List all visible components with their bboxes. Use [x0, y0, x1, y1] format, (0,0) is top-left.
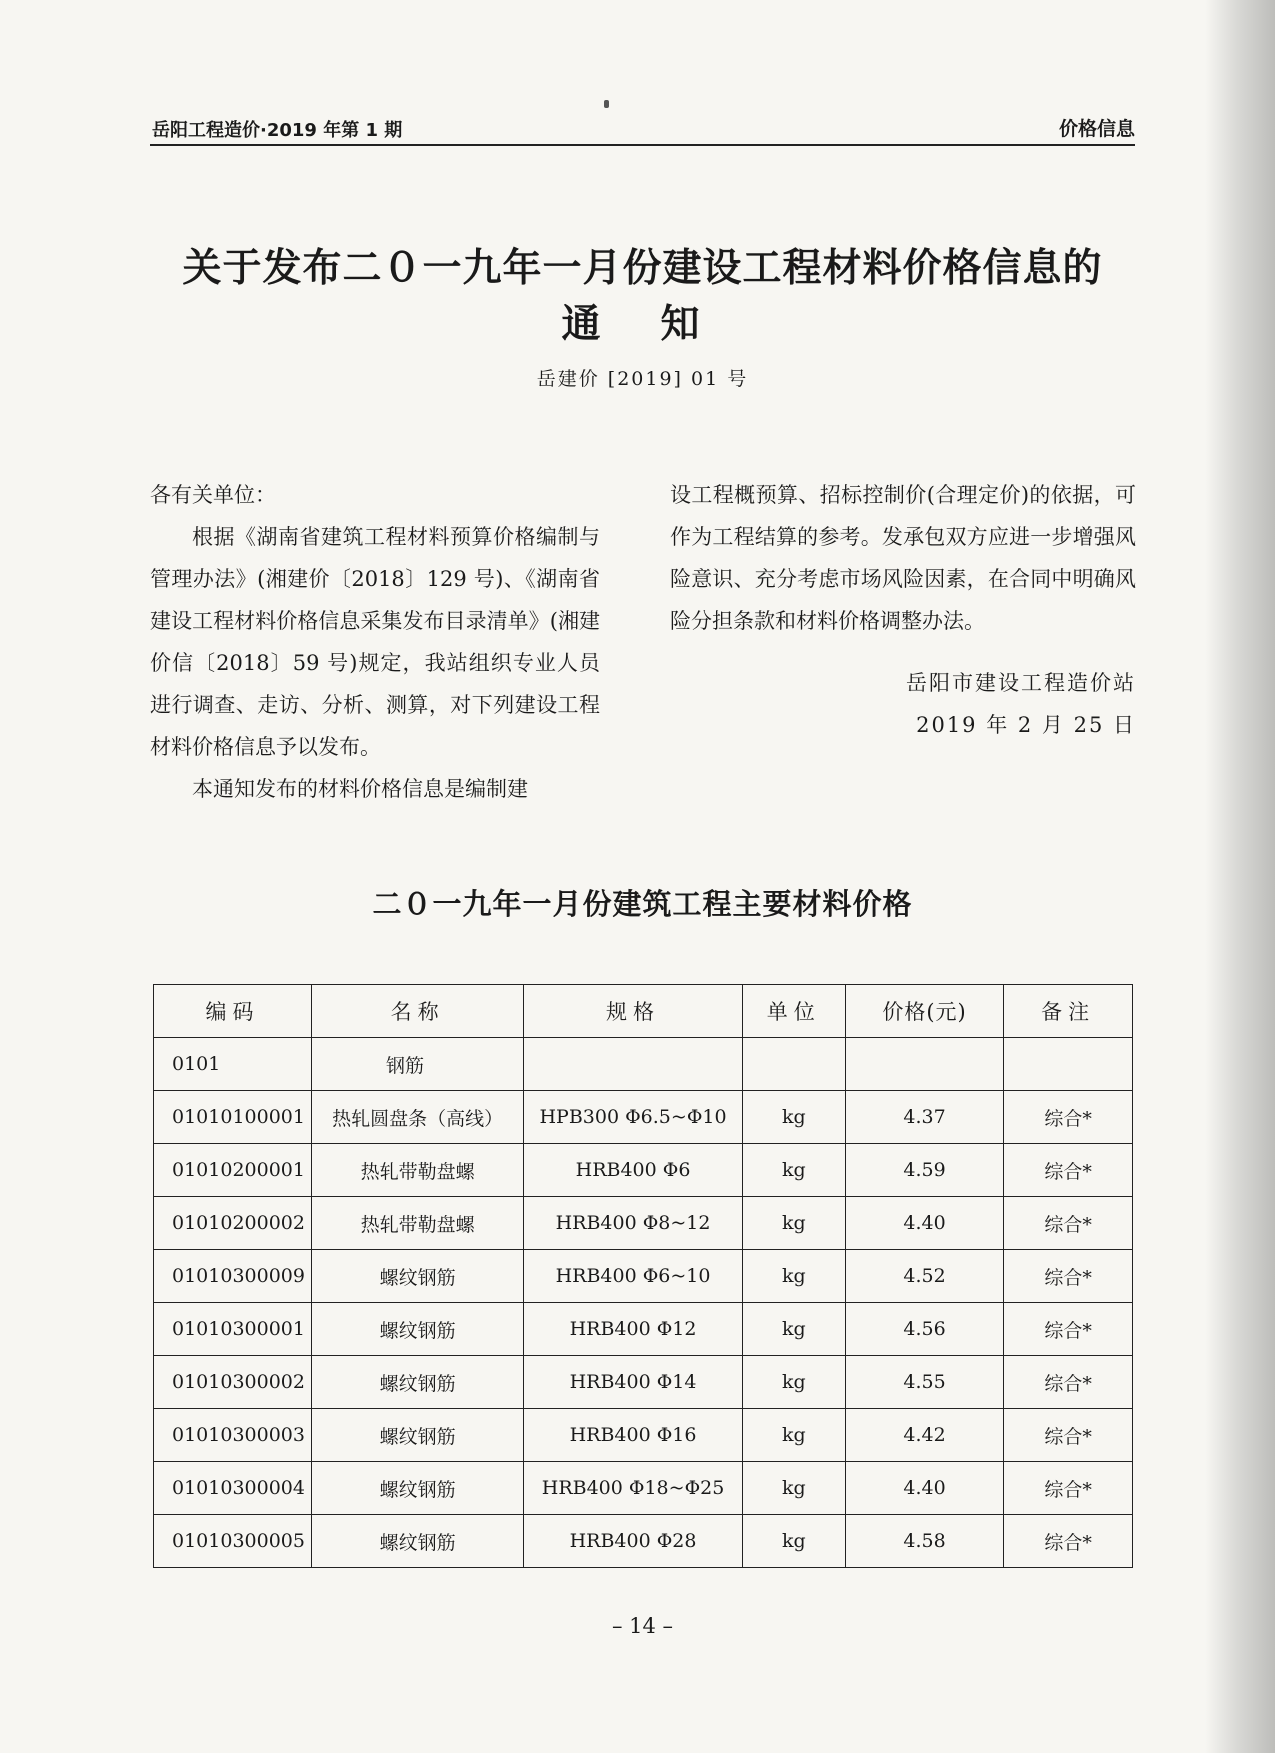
cell-unit: kg [742, 1250, 845, 1303]
cell-name: 热轧带勒盘螺 [311, 1197, 523, 1250]
cell-name: 热轧带勒盘螺 [311, 1144, 523, 1197]
cell-price: 4.52 [845, 1250, 1003, 1303]
cell-note: 综合* [1004, 1462, 1133, 1515]
table-row [154, 1462, 1133, 1515]
notice-title [150, 240, 1135, 352]
price-table [153, 984, 1133, 1568]
header-note: 备注 [1004, 985, 1133, 1038]
cell-unit: kg [742, 1091, 845, 1144]
cell-unit: kg [742, 1515, 845, 1568]
table-row [154, 1091, 1133, 1144]
cell-code: 01010300003 [154, 1409, 312, 1462]
cell-spec: HRB400 Φ6 [524, 1144, 742, 1197]
table-row [154, 1250, 1133, 1303]
cell-spec: HRB400 Φ16 [524, 1409, 742, 1462]
cell-spec: HRB400 Φ18~Φ25 [524, 1462, 742, 1515]
title-line-1: 关于发布二０一九年一月份建设工程材料价格信息的 [182, 245, 1103, 291]
cell-code: 01010200002 [154, 1197, 312, 1250]
cell-note: 综合* [1004, 1250, 1133, 1303]
cell-price: 4.40 [845, 1197, 1003, 1250]
cell-note: 综合* [1004, 1144, 1133, 1197]
cell-note: 综合* [1004, 1197, 1133, 1250]
section-name: 价格信息 [1058, 118, 1135, 140]
paragraph-2-start: 本通知发布的材料价格信息是编制建 [192, 777, 528, 801]
salutation: 各有关单位： [150, 483, 276, 507]
cell-note: 综合* [1004, 1356, 1133, 1409]
table-row [154, 1197, 1133, 1250]
table-header-row [154, 985, 1133, 1038]
scan-speck [604, 100, 609, 108]
category-row [154, 1038, 1133, 1091]
paragraph-2-end: 设工程概预算、招标控制价(合理定价)的依据，可作为工程结算的参考。发承包双方应进一步增强风险意识、充分考虑市场风险因素，在合同中明确风险分担条款和材料价格调整办法。 [670, 483, 1136, 633]
cell-price: 4.55 [845, 1356, 1003, 1409]
cell-price: 4.40 [845, 1462, 1003, 1515]
running-header [150, 112, 1135, 146]
page-edge-shadow [1205, 0, 1275, 1753]
cell-unit: kg [742, 1356, 845, 1409]
header-name: 名称 [311, 985, 523, 1038]
cell-spec: HPB300 Φ6.5~Φ10 [524, 1091, 742, 1144]
cell-code: 01010100001 [154, 1091, 312, 1144]
table-title: 二０一九年一月份建筑工程主要材料价格 [372, 887, 913, 921]
issue-date: 2019 年 2 月 25 日 [916, 713, 1136, 737]
cell-name: 螺纹钢筋 [311, 1515, 523, 1568]
cell-spec: HRB400 Φ6~10 [524, 1250, 742, 1303]
cell-unit: kg [742, 1303, 845, 1356]
cell-name: 螺纹钢筋 [311, 1356, 523, 1409]
cell-price: 4.37 [845, 1091, 1003, 1144]
journal-name: 岳阳工程造价·2019 年第 1 期 [152, 120, 403, 141]
cell-code: 01010300001 [154, 1303, 312, 1356]
table-row [154, 1303, 1133, 1356]
cell-note: 综合* [1004, 1091, 1133, 1144]
body-column-left [150, 474, 600, 810]
signer: 岳阳市建设工程造价站 [906, 671, 1136, 695]
cell-price: 4.56 [845, 1303, 1003, 1356]
body-column-right [670, 474, 1136, 746]
cell-price: 4.58 [845, 1515, 1003, 1568]
cell-note: 综合* [1004, 1303, 1133, 1356]
category-name: 钢筋 [311, 1038, 523, 1091]
cell-name: 热轧圆盘条（高线） [311, 1091, 523, 1144]
cell-spec: HRB400 Φ12 [524, 1303, 742, 1356]
cell-spec: HRB400 Φ28 [524, 1515, 742, 1568]
header-price: 价格(元) [845, 985, 1003, 1038]
cell-code: 01010300004 [154, 1462, 312, 1515]
cell-code: 01010300009 [154, 1250, 312, 1303]
cell-unit: kg [742, 1144, 845, 1197]
cell-unit: kg [742, 1409, 845, 1462]
cell-spec: HRB400 Φ14 [524, 1356, 742, 1409]
title-line-2: 通知 [561, 301, 760, 347]
cell-spec: HRB400 Φ8~12 [524, 1197, 742, 1250]
cell-note: 综合* [1004, 1515, 1133, 1568]
cell-price: 4.42 [845, 1409, 1003, 1462]
cell-code: 01010300005 [154, 1515, 312, 1568]
table-row [154, 1515, 1133, 1568]
paragraph-1: 根据《湖南省建筑工程材料预算价格编制与管理办法》(湘建价〔2018〕129 号)、《湖南省建设工程材料价格信息采集发布目录清单》(湘建价信〔2018〕59 号)规定，我站组织专业人员进行调查、走访、分析、测算，对下列建设工程材料价格信息予以发布。 [150, 525, 600, 759]
cell-name: 螺纹钢筋 [311, 1303, 523, 1356]
table-row [154, 1356, 1133, 1409]
cell-note: 综合* [1004, 1409, 1133, 1462]
table-row [154, 1409, 1133, 1462]
cell-name: 螺纹钢筋 [311, 1462, 523, 1515]
cell-code: 01010200001 [154, 1144, 312, 1197]
header-unit: 单位 [742, 985, 845, 1038]
table-row [154, 1144, 1133, 1197]
page-number: – 14 – [611, 1614, 674, 1638]
cell-unit: kg [742, 1462, 845, 1515]
cell-code: 01010300002 [154, 1356, 312, 1409]
category-code: 0101 [154, 1038, 312, 1091]
cell-price: 4.59 [845, 1144, 1003, 1197]
header-spec: 规格 [524, 985, 742, 1038]
cell-name: 螺纹钢筋 [311, 1409, 523, 1462]
cell-unit: kg [742, 1197, 845, 1250]
document-number: 岳建价 [2019] 01 号 [536, 368, 749, 390]
header-code: 编码 [154, 985, 312, 1038]
cell-name: 螺纹钢筋 [311, 1250, 523, 1303]
